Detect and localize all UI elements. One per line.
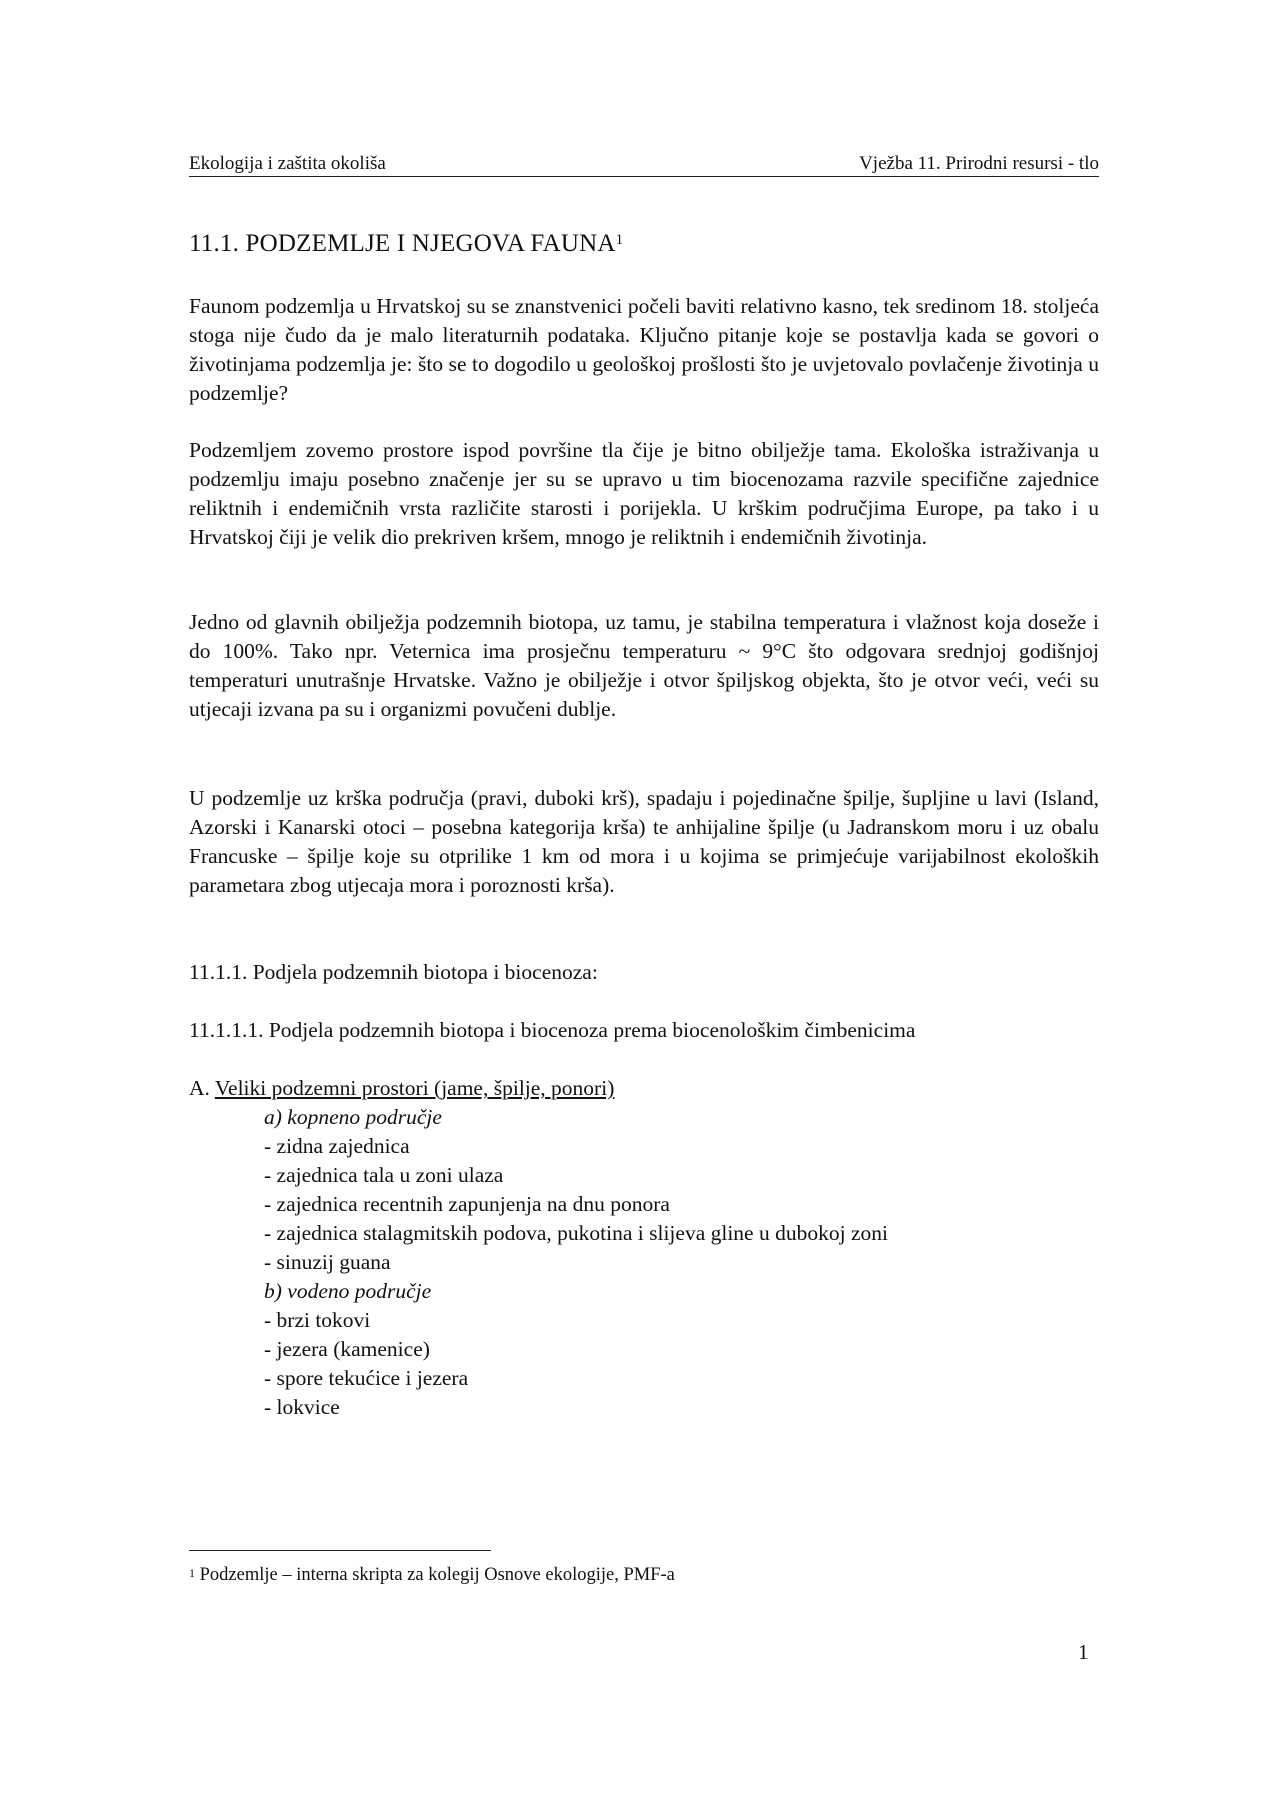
page-number: 1 xyxy=(1078,1640,1089,1664)
paragraph-3: Jedno od glavnih obilježja podzemnih biotopa, uz tamu, je stabilna temperatura i vlažnost koja doseže i do 100%. Tako npr. Veternica ima prosječnu temperaturu ~ 9°C što odgovara srednjoj godišnjoj temperaturi unutrašnje Hrvatske. Važno je obilježje i otvor špiljskog objekta, što je otvor veći, veći su utjecaji izvana pa su i organizmi povučeni dublje. xyxy=(189,610,1099,721)
footnote-reference: 1 xyxy=(615,232,624,248)
section-a-title: Veliki podzemni prostori (jame, špilje, ponori) xyxy=(214,1076,615,1100)
list-item: - zajednica tala u zoni ulaza xyxy=(264,1163,504,1187)
header-exercise-title: Vježba 11. Prirodni resursi - tlo xyxy=(859,153,1099,174)
paragraph-2: Podzemljem zovemo prostore ispod površine tla čije je bitno obilježje tama. Ekološka istraživanja u podzemlju imaju posebno značenje jer su se upravo u tim biocenozama razvile specifične zajednice reliktnih i endemičnih vrsta različite starosti i porijekla. U krškim područjima Europe, pa tako i u Hrvatskoj čiji je velik dio prekriven kršem, mnogo je reliktnih i endemičnih životinja. xyxy=(189,438,1099,549)
subheading-biocenological: 11.1.1.1. Podjela podzemnih biotopa i biocenoza prema biocenološkim čimbenicima xyxy=(189,1018,916,1042)
footnote xyxy=(189,1563,675,1587)
list-item: - spore tekućice i jezera xyxy=(264,1366,469,1390)
section-a-list xyxy=(264,1103,888,1422)
section-title-text: 11.1. PODZEMLJE I NJEGOVA FAUNA xyxy=(189,230,616,257)
section-a-prefix: A. xyxy=(189,1076,215,1100)
paragraph-4: U podzemlje uz krška područja (pravi, duboki krš), spadaju i pojedinačne špilje, šupljine u lavi (Island, Azorski i Kanarski otoci – posebna kategorija krša) te anhijaline špilje (u Jadranskom moru i uz obalu Francuske – špilje koje su otprilike 1 km od mora i u kojima se primjećuje varijabilnost ekoloških parametara zbog utjecaja mora i poroznosti krša). xyxy=(189,786,1099,897)
footnote-separator xyxy=(189,1550,491,1551)
footnote-text: Podzemlje – interna skripta za kolegij Osnove ekologije, PMF-a xyxy=(199,1565,675,1585)
section-title xyxy=(189,228,623,260)
header-course-title: Ekologija i zaštita okoliša xyxy=(189,153,386,174)
list-item: - jezera (kamenice) xyxy=(264,1337,430,1361)
land-area-label: a) kopneno područje xyxy=(264,1105,442,1129)
section-a-heading xyxy=(189,1074,614,1103)
running-header xyxy=(189,152,1099,177)
list-item: - brzi tokovi xyxy=(264,1308,371,1332)
footnote-number: 1 xyxy=(189,1566,195,1580)
paragraph-1: Faunom podzemlja u Hrvatskoj su se znanstvenici počeli baviti relativno kasno, tek sredinom 18. stoljeća stoga nije čudo da je malo literaturnih podataka. Ključno pitanje koje se postavlja kada se govori o životinjama podzemlja je: što se to dogodilo u geološkoj prošlosti što je uvjetovalo povlačenje životinja u podzemlje? xyxy=(189,294,1099,405)
water-area-label: b) vodeno područje xyxy=(264,1279,432,1303)
list-item: - zajednica recentnih zapunjenja na dnu ponora xyxy=(264,1192,670,1216)
subheading-division: 11.1.1. Podjela podzemnih biotopa i biocenoza: xyxy=(189,960,598,984)
list-item: - zidna zajednica xyxy=(264,1134,410,1158)
list-item: - zajednica stalagmitskih podova, pukotina i slijeva gline u dubokoj zoni xyxy=(264,1221,888,1245)
list-item: - sinuzij guana xyxy=(264,1250,391,1274)
list-item: - lokvice xyxy=(264,1395,340,1419)
